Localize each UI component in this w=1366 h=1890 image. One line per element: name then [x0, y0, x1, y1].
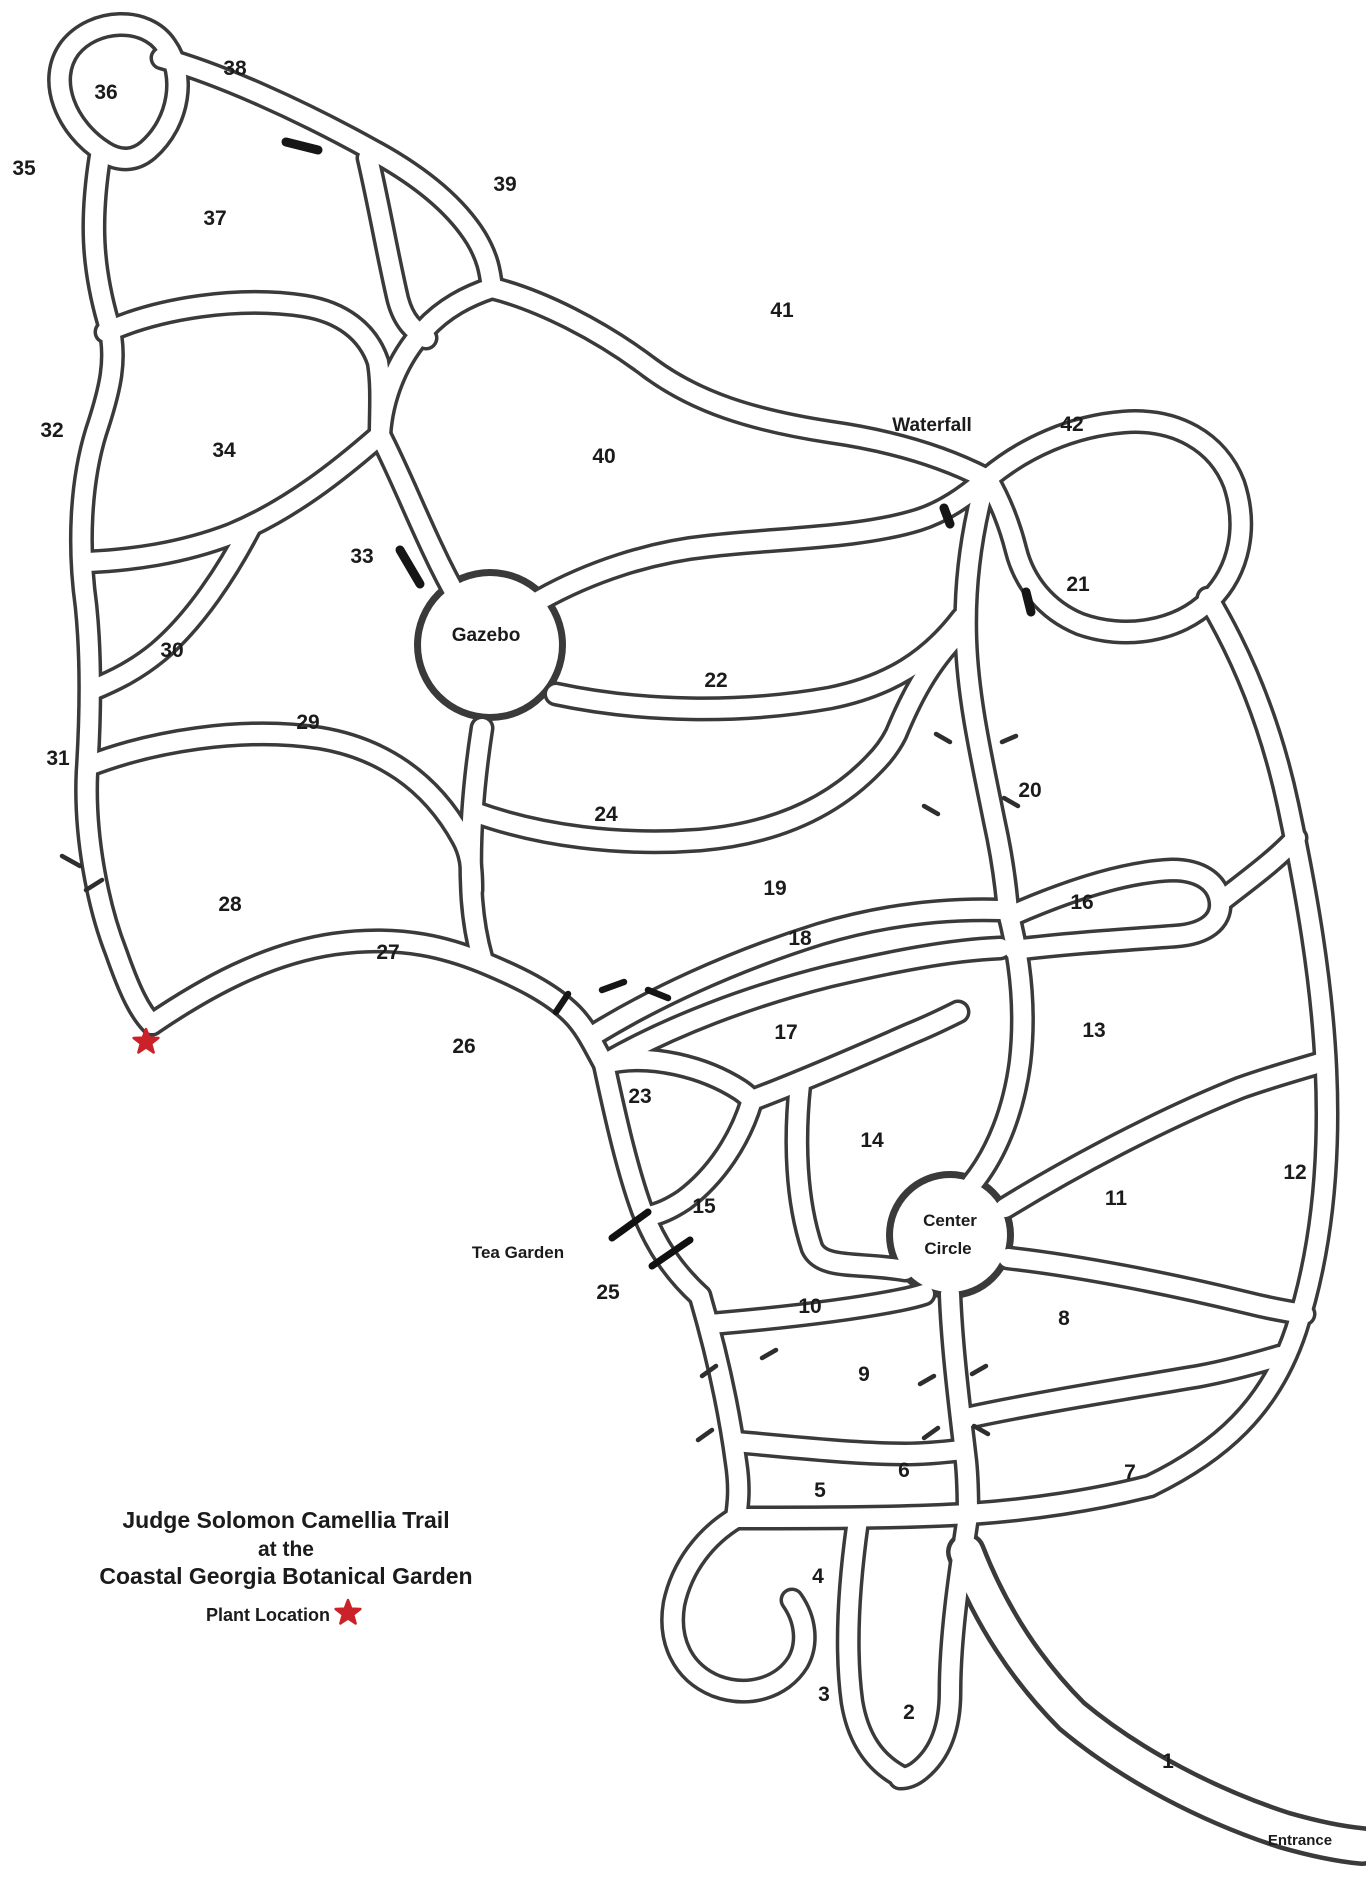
section-label-41: 41: [770, 299, 794, 322]
map-title-line3: Coastal Georgia Botanical Garden: [99, 1563, 473, 1589]
section-label-7: 7: [1124, 1461, 1136, 1484]
landmark-labels: [452, 415, 1332, 1849]
section-label-18: 18: [788, 927, 812, 950]
waterfall-label: Waterfall: [892, 415, 972, 436]
section-label-34: 34: [212, 439, 236, 462]
section-label-30: 30: [160, 639, 184, 662]
section-label-12: 12: [1283, 1161, 1307, 1184]
section-label-42: 42: [1060, 413, 1084, 436]
section-label-5: 5: [814, 1479, 826, 1502]
section-label-20: 20: [1018, 779, 1042, 802]
section-label-36: 36: [94, 81, 118, 104]
section-label-31: 31: [46, 747, 70, 770]
center-circle-label-line2: Circle: [924, 1239, 972, 1258]
section-label-38: 38: [223, 57, 247, 80]
section-label-17: 17: [774, 1021, 798, 1044]
section-label-16: 16: [1070, 891, 1094, 914]
gazebo-label: Gazebo: [451, 625, 521, 646]
section-label-29: 29: [296, 711, 320, 734]
section-label-4: 4: [812, 1565, 824, 1588]
section-label-21: 21: [1066, 573, 1090, 596]
section-label-24: 24: [594, 803, 618, 826]
section-label-14: 14: [860, 1129, 884, 1152]
section-label-15: 15: [692, 1195, 716, 1218]
section-label-3: 3: [818, 1683, 830, 1706]
title-block: [99, 1507, 472, 1625]
section-label-19: 19: [763, 877, 787, 900]
tea-garden-label: Tea Garden: [471, 1243, 565, 1262]
section-label-33: 33: [350, 545, 374, 568]
section-label-35: 35: [12, 157, 36, 180]
plant-location-star-legend: [336, 1600, 361, 1624]
section-label-26: 26: [452, 1035, 476, 1058]
section-label-10: 10: [798, 1295, 822, 1318]
map-title-line1: Judge Solomon Camellia Trail: [122, 1507, 450, 1533]
section-label-6: 6: [898, 1459, 910, 1482]
section-label-28: 28: [218, 893, 242, 916]
section-label-32: 32: [40, 419, 64, 442]
center-circle-plaza: [893, 1178, 1007, 1292]
section-label-22: 22: [704, 669, 728, 692]
section-label-27: 27: [376, 941, 400, 964]
entrance-label: Entrance: [1267, 1832, 1333, 1849]
section-label-40: 40: [592, 445, 616, 468]
section-label-9: 9: [858, 1363, 870, 1386]
section-label-25: 25: [596, 1281, 620, 1304]
section-label-2: 2: [903, 1701, 915, 1724]
section-label-39: 39: [493, 173, 517, 196]
center-circle-label-line1: Center: [923, 1211, 977, 1230]
section-label-1: 1: [1162, 1750, 1174, 1773]
section-label-13: 13: [1082, 1019, 1106, 1042]
section-label-23: 23: [628, 1085, 652, 1108]
plant-location-legend-label: Plant Location: [205, 1605, 331, 1625]
section-label-37: 37: [203, 207, 227, 230]
section-label-11: 11: [1104, 1187, 1128, 1210]
section-label-8: 8: [1058, 1307, 1070, 1330]
map-title-line2: at the: [257, 1538, 315, 1561]
plant-location-markers: [134, 1029, 361, 1624]
